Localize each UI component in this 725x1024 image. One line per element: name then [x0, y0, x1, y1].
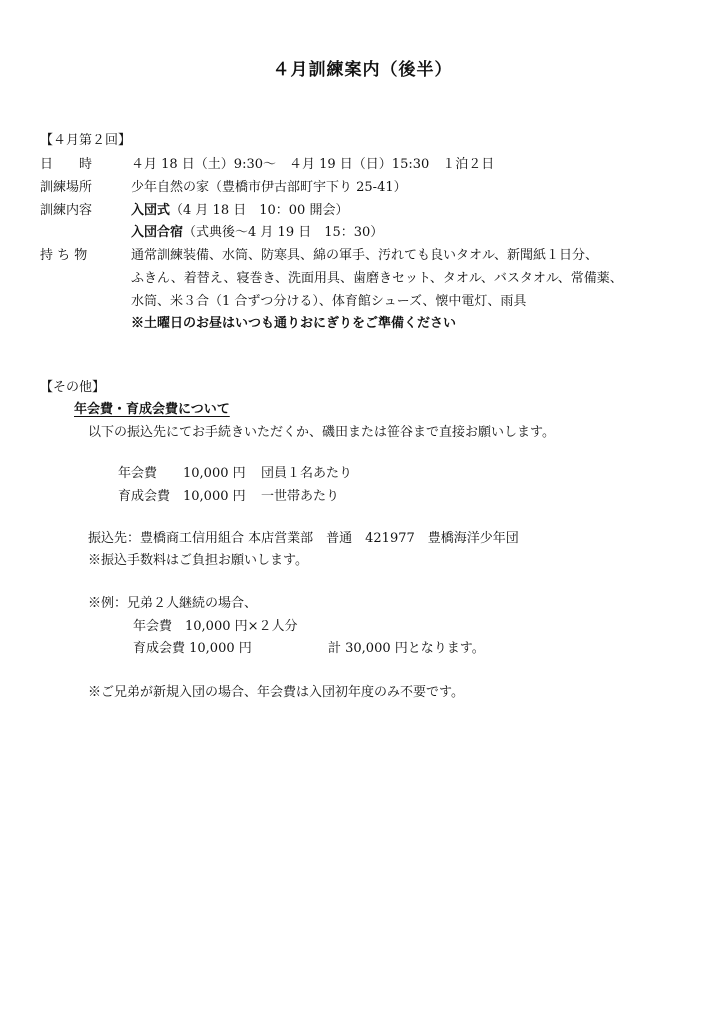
items-continued-1: ふきん、着替え、寝巻き、洗面用具、歯磨きセット、タオル、バスタオル、常備薬、 [131, 271, 623, 286]
fees-subheader: 年会費・育成会費について [74, 402, 230, 417]
row-location-label: 訓練場所 [40, 180, 93, 195]
fee-annual-amount: 10,000 円 [183, 466, 246, 481]
fee-annual-note: 団員１名あたり [261, 466, 353, 481]
sibling-note: ※ご兄弟が新規入団の場合、年会費は入団初年度のみ不要です。 [88, 685, 464, 700]
row-items-label: 持 ち 物 [40, 248, 88, 263]
row-camp-value [131, 225, 383, 241]
row-datetime-label: 日 時 [40, 157, 93, 172]
content-camp: 入団合宿 [131, 225, 184, 240]
transfer-fee-note: ※振込手数料はご負担お願いします。 [88, 553, 308, 568]
example-annual: 年会費 10,000 円×２人分 [133, 619, 298, 634]
row-datetime-value: ４月 18 日（土）9:30～ ４月 19 日（日）15:30 １泊２日 [131, 157, 495, 172]
fee-support-name: 育成会費 [118, 489, 171, 504]
section2-header: 【その他】 [40, 380, 106, 395]
items-continued-2: 水筒、米３合（1 合ずつ分ける）、体育館シューズ、懐中電灯、雨具 [131, 294, 527, 309]
fee-support-amount: 10,000 円 [183, 489, 246, 504]
content-camp-detail: （式典後～4 月 19 日 15：30） [183, 225, 384, 240]
example-title: ※例：兄弟２人継続の場合、 [88, 596, 258, 611]
transfer-account: 振込先：豊橋商工信用組合 本店営業部 普通 421977 豊橋海洋少年団 [88, 531, 519, 546]
fees-intro: 以下の振込先にてお手続きいただくか、磯田または笹谷まで直接お願いします。 [88, 425, 555, 440]
example-support: 育成会費 10,000 円 [133, 641, 252, 656]
example-total: 計 30,000 円となります。 [328, 641, 485, 656]
fee-annual-name: 年会費 [118, 466, 158, 481]
content-ceremony-detail: （4 月 18 日 10：00 開会） [170, 203, 349, 218]
lunch-note: ※土曜日のお昼はいつも通りおにぎりをご準備ください [131, 316, 457, 331]
section1-header: 【４月第２回】 [40, 133, 132, 148]
content-ceremony: 入団式 [131, 203, 171, 218]
row-content-label: 訓練内容 [40, 203, 93, 218]
row-items-value: 通常訓練装備、水筒、防寒具、綿の軍手、汚れても良いタオル、新聞紙１日分、 [131, 248, 598, 263]
page-title: ４月訓練案内（後半） [272, 60, 453, 80]
row-content-value [131, 203, 348, 219]
row-location-value: 少年自然の家（豊橋市伊古部町宇下り 25-41） [131, 180, 407, 195]
fee-support-note: 一世帯あたり [261, 489, 340, 504]
